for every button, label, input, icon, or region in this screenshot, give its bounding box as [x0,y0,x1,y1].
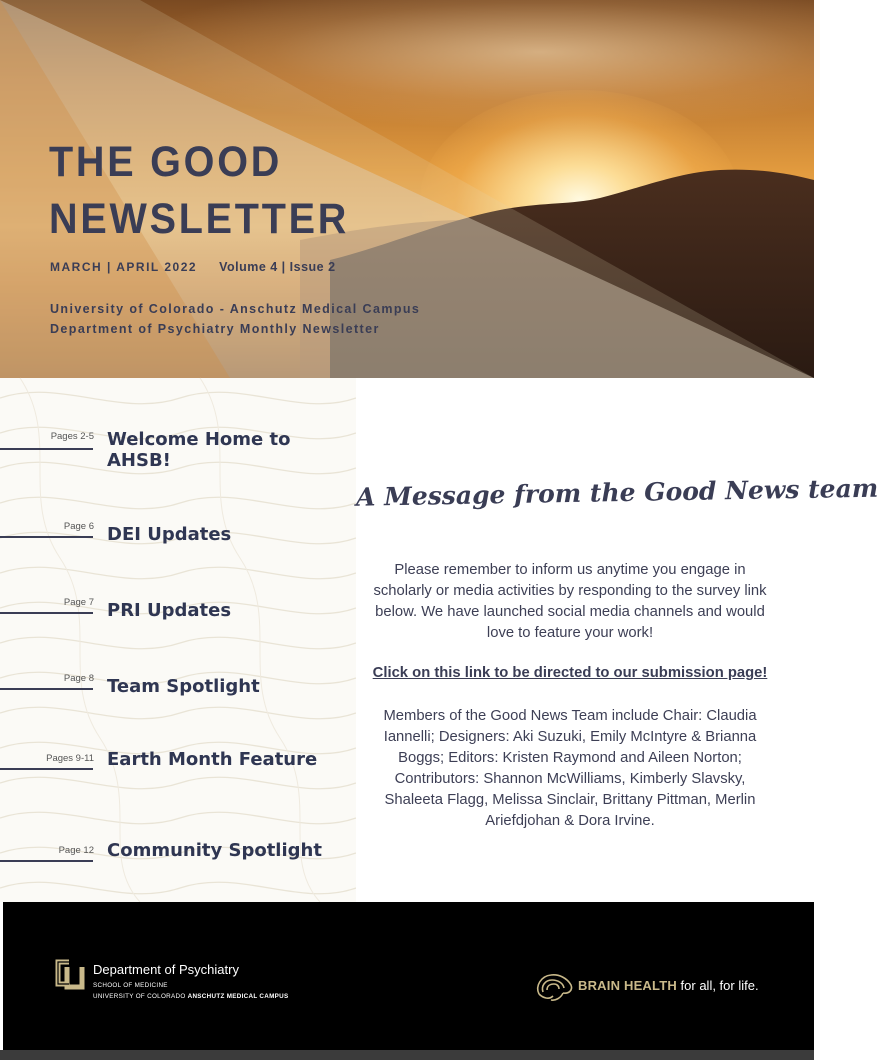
toc-divider [0,612,93,614]
toc-divider [0,768,93,770]
toc-item-pri-updates[interactable] [0,594,356,654]
newsletter-title-line-1: THE GOOD [49,138,283,186]
toc-divider [0,860,93,862]
toc-pages-label: Page 6 [63,521,94,532]
cu-logo-icon [53,957,87,993]
toc-divider [0,688,93,690]
university-prefix: UNIVERSITY OF COLORADO [93,993,188,1000]
campus-bold: ANSCHUTZ MEDICAL CAMPUS [187,993,289,1000]
issue-meta [50,260,336,274]
toc-title: Welcome Home to AHSB! [107,429,291,471]
tagline-text: for all, for life. [676,978,759,993]
bottom-bar [0,1050,814,1060]
toc-title: Community Spotlight [107,840,322,861]
toc-pages-label: Page 12 [58,845,94,856]
university-name: University of Colorado - Anschutz Medical Campus [50,302,421,316]
campus-name [93,993,289,1000]
brain-health-label: BRAIN HEALTH [578,978,677,993]
toc-item-team-spotlight[interactable] [0,670,356,730]
issue-date: MARCH | APRIL 2022 [50,260,198,274]
school-name: SCHOOL OF MEDICINE [93,982,168,989]
department-subtitle: Department of Psychiatry Monthly Newsletter [50,322,380,336]
toc-pages-label: Page 8 [63,673,94,684]
toc-pages-label: Pages 9-11 [46,753,94,764]
department-name: Department of Psychiatry [93,962,239,977]
footer [3,902,814,1050]
newsletter-title-line-2: NEWSLETTER [49,195,350,243]
toc-pages-label: Pages 2-5 [50,431,94,442]
issue-volume: Volume 4 | Issue 2 [219,260,336,274]
message-paragraph-team: Members of the Good News Team include Chair: Claudia Iannelli; Designers: Aki Suzuki, Emily McIntyre & Brianna Boggs; Editors: Kristen Raymond and Aileen Norton; Contributors: Shannon McWilliams, Kimberly Slavsky, Shaleeta Flagg, Melissa Sinclair, Brittany Pittman, Merlin Ariefdjohan & Dora Irvine. [383,708,757,829]
toc-divider [0,536,93,538]
toc-title: PRI Updates [107,600,232,621]
toc-title: DEI Updates [107,524,232,545]
toc-item-community-spotlight[interactable] [0,842,356,902]
submission-page-link[interactable]: Click on this link to be directed to our submission page! [372,665,768,681]
brain-health-logo-icon [533,970,575,1004]
toc-title: Team Spotlight [107,676,260,697]
brain-health-tagline [578,978,759,993]
message-section [355,378,878,902]
message-paragraph-intro: Please remember to inform us anytime you engage in scholarly or media activities by responding to the survey link below. We have launched social media channels and would love to feature your work! [373,562,767,641]
toc-item-welcome-home[interactable] [0,428,356,488]
table-of-contents [0,378,356,902]
toc-title: Earth Month Feature [107,749,318,770]
toc-item-dei-updates[interactable] [0,518,356,578]
message-heading: A Message from the Good News team [355,473,878,512]
toc-item-earth-month[interactable] [0,750,356,810]
hero-banner [0,0,814,378]
toc-divider [0,448,93,450]
toc-pages-label: Page 7 [63,597,94,608]
